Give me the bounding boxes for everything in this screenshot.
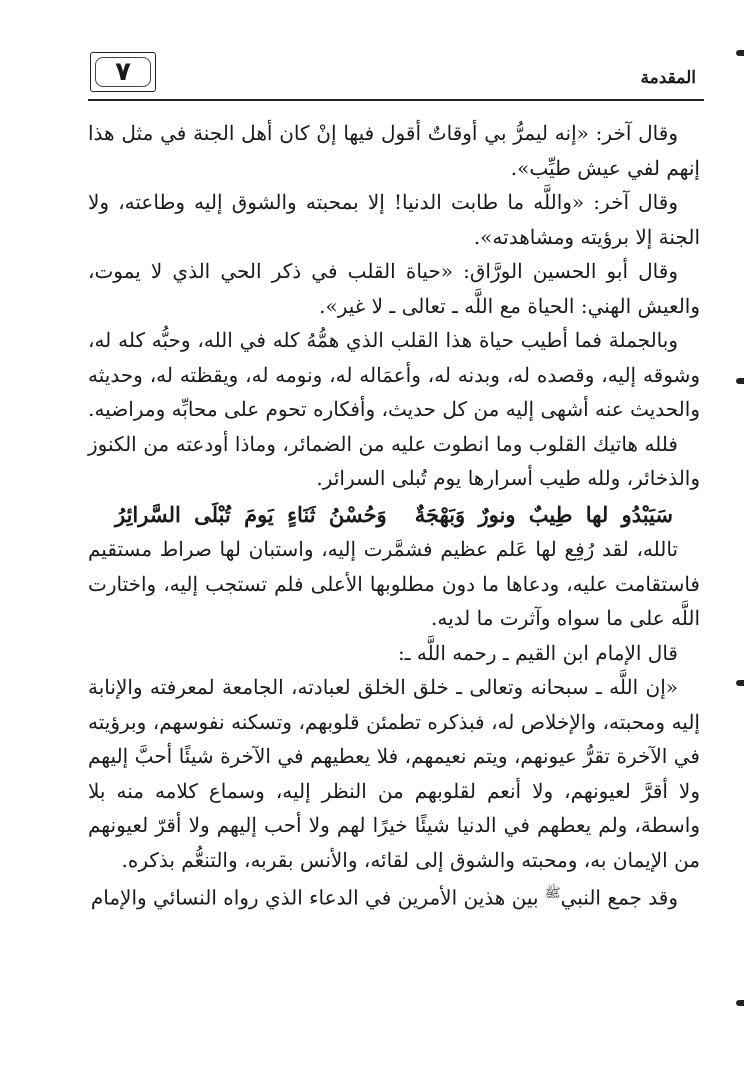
paragraph: فلله هاتيك القلوب وما انطوت عليه من الضمائر، وماذا أودعته من الكنوز والذخائر، ولله طيب أسرارها يوم تُبلى السرائر. [88, 431, 700, 490]
paragraph: تالله، لقد رُفِع لها عَلم عظيم فشمَّرت إليه، واستبان لها صراط مستقيم فاستقامت عليه، ودعاها ما دون مطلوبها الأعلى فلم تستجب إليه، واختارت اللَّه على ما سواه وآثرت ما لديه. [88, 537, 700, 630]
salla-honorific: ﷺ [544, 886, 561, 901]
scan-margin-mark [736, 50, 744, 56]
paragraph [88, 877, 700, 915]
paragraph: قال الإمام ابن القيم ـ رحمه اللَّه ـ: [397, 640, 678, 665]
section-title: المقدمة [640, 68, 696, 88]
poetry-verse [88, 498, 700, 533]
final-text-start: وقد جمع النبي [560, 885, 678, 910]
scan-margin-mark [736, 378, 744, 384]
verse-first-hemistich: سَيَبْدُو لها طِيبٌ ونورٌ وَبَهْجَةٌ [414, 501, 673, 527]
page-number: ٧ [115, 57, 131, 87]
scan-margin-mark [736, 680, 744, 686]
page-number-frame [90, 52, 156, 92]
header-divider [88, 99, 704, 101]
verse-second-hemistich: وَحُسْنُ ثَنَاءٍ يَومَ تُبْلَى السَّرائِرُ [115, 501, 387, 527]
paragraph: وقال أبو الحسين الورَّاق: «حياة القلب في ذكر الحي الذي لا يموت، والعيش الهني: الحياة مع اللَّه ـ تعالى ـ لا غير». [88, 259, 700, 318]
paragraph: وبالجملة فما أطيب حياة هذا القلب الذي همُّهُ كله في الله، وحبُّه كله له، وشوقه إليه، وقصده له، وبدنه له، وأعمَاله له، ونومه له، ويقظته له، وحديثه والحديث عنه أشهى إليه من كل حديث، وأفكاره تحوم على محابِّه ومراضيه. [88, 328, 700, 421]
paragraph: وقال آخر: «واللَّه ما طابت الدنيا! إلا بمحبته والشوق إليه وطاعته، ولا الجنة إلا برؤيته ومشاهدته». [88, 190, 700, 249]
paragraph: وقال آخر: «إنه ليمرُّ بي أوقاتٌ أقول فيها إنْ كان أهل الجنة في مثل هذا إنهم لفي عيش طيِّب». [88, 121, 700, 180]
final-text-end: بين هذين الأمرين في الدعاء الذي رواه النسائي والإمام [90, 885, 545, 910]
page-body [88, 116, 700, 915]
scan-margin-mark [736, 1000, 744, 1006]
quotation-paragraph: «إن اللَّه ـ سبحانه وتعالى ـ خلق الخلق لعبادته، الجامعة لمعرفته والإنابة إليه ومحبته، والإخلاص له، فبذكره تطمئن قلوبهم، وتسكنه نفوسهم، وبرؤيته في الآخرة تقرُّ عيونهم، ويتم نعيمهم، فلا يعطيهم في الآخرة شيئًا أحبَّ إليهم ولا أقرَّ لعيونهم، ولا أنعم لقلوبهم من النظر إليه، وسماع كلامه منه بلا واسطة، ولم يعطهم في الدنيا شيئًا خيرًا لهم ولا أحب إليهم ولا أقرّ لعيونهم من الإيمان به، ومحبته والشوق إلى لقائه، والأنس بقربه، والتنعُّم بذكره. [88, 675, 700, 872]
